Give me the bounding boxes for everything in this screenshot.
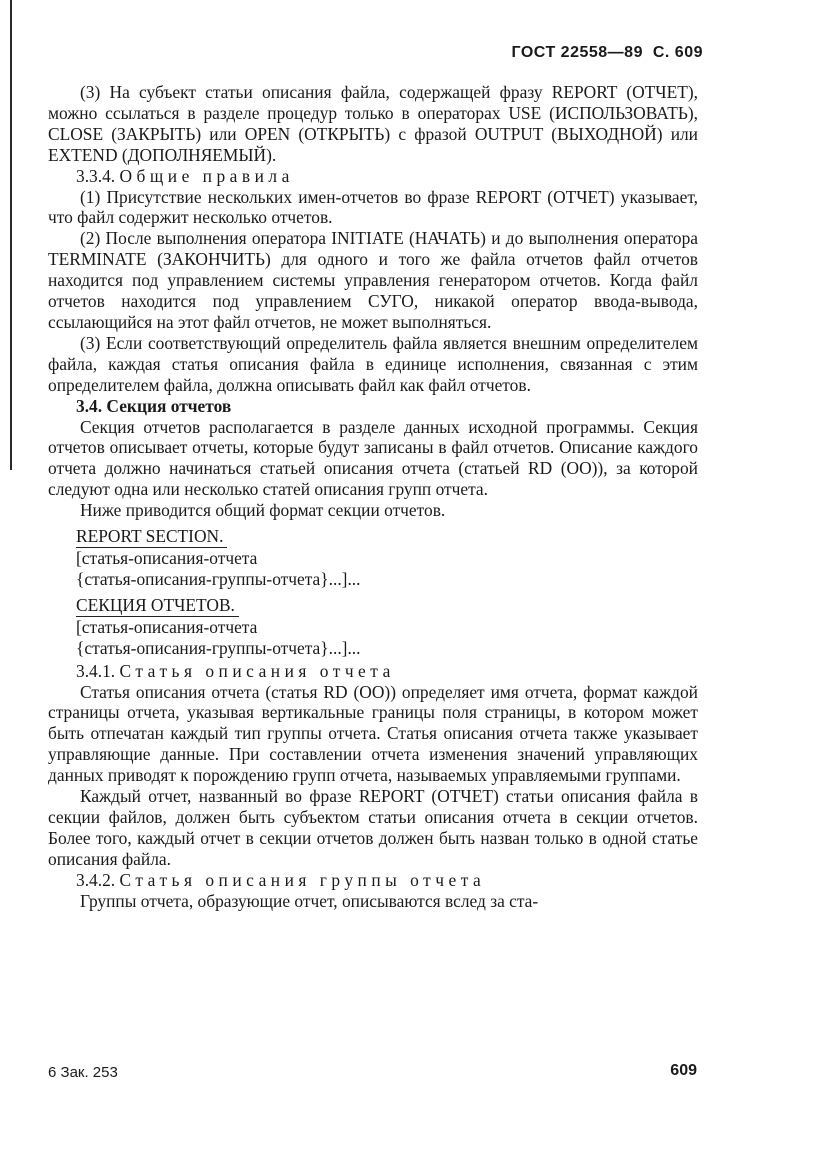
format-line-1: [статья-описания-отчета	[76, 548, 258, 569]
format-line-2: {статья-описания-группы-отчета}...]...	[76, 568, 361, 589]
format-heading-ru: СЕКЦИЯ ОТЧЕТОВ.	[76, 594, 239, 617]
paragraph: Каждый отчет, названный во фразе REPORT (ОТЧЕТ) статьи описания файла в секции файлов, должен быть субъектом статьи описания отчета в секции отчетов. Более того, каждый отчет в секции отчетов должен быть назван только в одной статье описания файла.	[48, 786, 698, 869]
section-number: 3.4.1.	[76, 660, 116, 681]
section-number: 3.4.2.	[76, 869, 116, 890]
header-page: С. 609	[652, 44, 703, 61]
paragraph: (3) Если соответствующий определитель файла является внешним определителем файла, каждая статья описания файла в единице исполнения, связанная с этим определителем файла, должна описывать файл как файл отчетов.	[48, 332, 698, 395]
standard-id: ГОСТ 22558—89	[511, 44, 643, 61]
format-line-2: {статья-описания-группы-отчета}...]...	[76, 637, 361, 658]
paragraph: (2) После выполнения оператора INITIATE (НАЧАТЬ) и до выполнения оператора TERMINATE (ЗАКОНЧИТЬ) для одного и того же файла отчетов файл отчетов находится под управлением системы управления генератором отчетов. Когда файл отчетов находится под управлением СУГО, никакой оператор ввода-вывода, ссылающийся на этот файл отчетов, не может выполняться.	[48, 228, 698, 332]
section-title: Общие правила	[119, 165, 294, 186]
section-heading-3-3-4	[48, 166, 698, 187]
format-line-1: [статья-описания-отчета	[76, 616, 258, 637]
paragraph: (1) Присутствие нескольких имен-отчетов во фразе REPORT (ОТЧЕТ) указывает, что файл содержит несколько отчетов.	[48, 186, 698, 228]
format-en	[48, 525, 698, 590]
order-number: 6 Зак. 253	[48, 1064, 118, 1081]
page-body	[48, 82, 698, 912]
section-number: 3.3.4.	[76, 165, 116, 186]
margin-rule	[10, 0, 12, 470]
section-heading-3-4-1	[48, 661, 698, 682]
section-heading-3-4: 3.4. Секция отчетов	[76, 395, 232, 416]
paragraph: (3) На субъект статьи описания файла, содержащей фразу REPORT (ОТЧЕТ), можно ссылаться в разделе процедур только в операторах USE (ИСПОЛЬЗОВАТЬ), CLOSE (ЗАКРЫТЬ) или OPEN (ОТКРЫТЬ) с фразой OUTPUT (ВЫХОДНОЙ) или EXTEND (ДОПОЛНЯЕМЫЙ).	[48, 82, 698, 165]
section-title: Статья описания отчета	[119, 660, 395, 681]
format-ru	[48, 594, 698, 659]
section-title: Статья описания группы отчета	[119, 869, 486, 890]
page-header	[512, 44, 704, 62]
paragraph: Ниже приводится общий формат секции отчетов.	[80, 500, 446, 521]
page-number: 609	[670, 1062, 697, 1079]
paragraph: Секция отчетов располагается в разделе данных исходной программы. Секция отчетов описывает отчеты, которые будут записаны в файл отчетов. Описание каждого отчета должно начинаться статьей описания отчета (статьей RD (ОО)), за которой следуют одна или несколько статей описания групп отчета.	[48, 416, 698, 500]
paragraph: Статья описания отчета (статья RD (ОО)) определяет имя отчета, формат каждой страницы отчета, указывая вертикальные границы поля страницы, в котором может быть отпечатан каждый тип группы отчета. Статья описания отчета также указывает управляющие данные. При составлении отчета изменения значений управляющих данных приводят к порождению групп отчета, называемых управляемыми группами.	[48, 681, 698, 786]
section-heading-3-4-2	[48, 870, 698, 891]
format-heading-en: REPORT SECTION.	[76, 525, 227, 548]
paragraph: Группы отчета, образующие отчет, описываются вслед за ста-	[80, 890, 539, 911]
